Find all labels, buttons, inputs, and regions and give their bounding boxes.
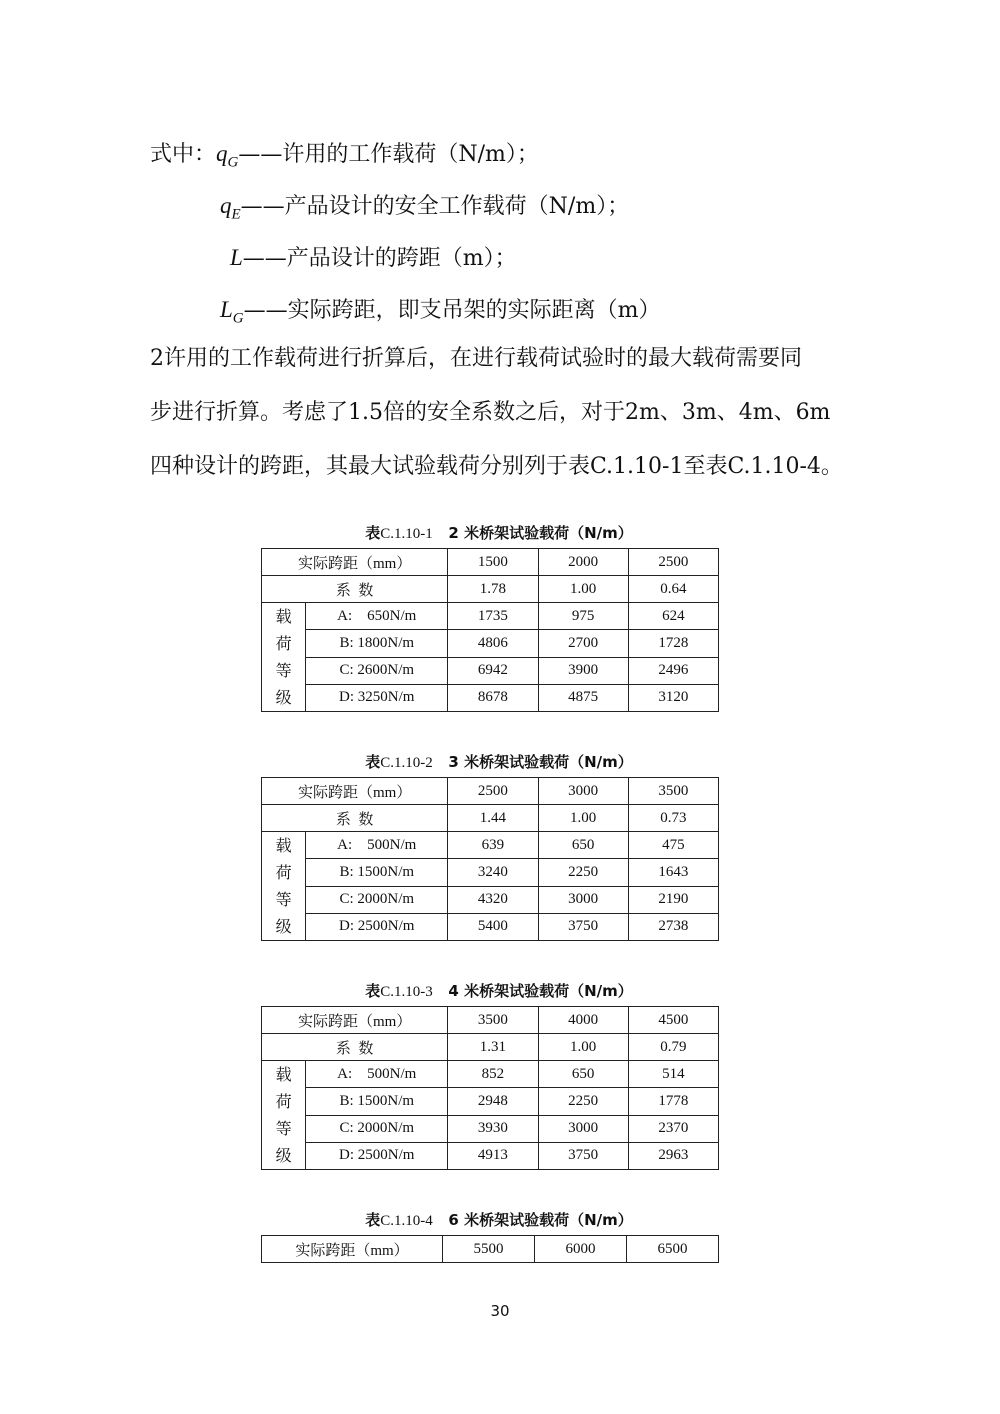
symbol: $q_E$ <box>220 193 241 223</box>
symbol-description: ——产品设计的安全工作载荷（N/m）； <box>240 194 630 219</box>
load-value: 514 <box>628 1061 718 1088</box>
load-value: 2250 <box>538 1088 628 1115</box>
symbol-description: ——许用的工作载荷（N/m）； <box>238 142 539 167</box>
load-value: 650 <box>538 832 628 859</box>
span-label: 实际跨距（mm） <box>262 549 448 576</box>
table-row <box>262 832 719 859</box>
load-value: 2738 <box>628 913 718 940</box>
page-number: 30 <box>490 1302 510 1320</box>
load-value: 2190 <box>628 886 718 913</box>
load-level: B: 1800N/m <box>306 630 448 657</box>
span-row <box>262 1007 719 1034</box>
coefficient-value: 0.64 <box>628 576 718 603</box>
load-value: 3930 <box>448 1115 538 1142</box>
load-table-4 <box>261 1205 721 1263</box>
paragraph-line: 2许用的工作载荷进行折算后，在进行载荷试验时的最大载荷需要同 <box>150 346 802 371</box>
table-row <box>262 859 719 886</box>
symbol-description: ——产品设计的跨距（m）； <box>242 246 517 271</box>
load-value: 975 <box>538 603 628 630</box>
load-value: 3000 <box>538 886 628 913</box>
coefficient-row <box>262 576 719 603</box>
definition-line <box>150 284 870 336</box>
coefficient-value: 0.73 <box>628 805 718 832</box>
load-table-3 <box>261 976 721 1170</box>
table-row <box>262 913 719 940</box>
span-value: 1500 <box>448 549 538 576</box>
table-row <box>262 1142 719 1169</box>
load-level: A: 500N/m <box>306 1061 448 1088</box>
definition-line <box>150 180 870 232</box>
load-level-group-label: 载 荷 等 级 <box>262 1061 306 1170</box>
coefficient-label: 系 数 <box>262 576 448 603</box>
span-label: 实际跨距（mm） <box>262 1007 448 1034</box>
load-level: D: 2500N/m <box>306 913 448 940</box>
load-level: A: 650N/m <box>306 603 448 630</box>
load-level: C: 2000N/m <box>306 886 448 913</box>
span-row <box>262 549 719 576</box>
span-value: 5500 <box>443 1236 535 1263</box>
span-label: 实际跨距（mm） <box>262 1236 443 1263</box>
span-row <box>262 1236 719 1263</box>
symbol: $q_G$ <box>216 141 239 171</box>
span-value: 4500 <box>628 1007 718 1034</box>
table-caption: 表C.1.10-1 2 米桥架试验载荷（N/m） <box>365 524 633 542</box>
load-table <box>261 1235 719 1263</box>
load-value: 5400 <box>448 913 538 940</box>
load-value: 2250 <box>538 859 628 886</box>
load-value: 1728 <box>628 630 718 657</box>
load-level-group-label: 载 荷 等 级 <box>262 832 306 941</box>
load-table-2 <box>261 747 721 941</box>
coefficient-label: 系 数 <box>262 805 448 832</box>
table-row <box>262 657 719 684</box>
load-level: D: 3250N/m <box>306 684 448 711</box>
symbol-description: ——实际跨距，即支吊架的实际距离（m） <box>243 298 661 323</box>
span-label: 实际跨距（mm） <box>262 778 448 805</box>
table-row <box>262 1088 719 1115</box>
table-row <box>262 630 719 657</box>
load-value: 3750 <box>538 913 628 940</box>
load-level-group-label: 载 荷 等 级 <box>262 603 306 712</box>
table-row <box>262 1115 719 1142</box>
coefficient-label: 系 数 <box>262 1034 448 1061</box>
load-level: A: 500N/m <box>306 832 448 859</box>
load-value: 639 <box>448 832 538 859</box>
load-value: 624 <box>628 603 718 630</box>
load-value: 1643 <box>628 859 718 886</box>
definition-line <box>150 232 870 284</box>
definition-line <box>150 128 870 180</box>
coefficient-row <box>262 805 719 832</box>
coefficient-value: 1.78 <box>448 576 538 603</box>
load-level: D: 2500N/m <box>306 1142 448 1169</box>
load-level: C: 2000N/m <box>306 1115 448 1142</box>
span-value: 3500 <box>628 778 718 805</box>
paragraph-line: 四种设计的跨距，其最大试验载荷分别列于表C.1.10-1至表C.1.10-4。 <box>150 454 843 479</box>
load-value: 2700 <box>538 630 628 657</box>
load-value: 4875 <box>538 684 628 711</box>
symbol: $L_G$ <box>220 297 244 327</box>
load-level: C: 2600N/m <box>306 657 448 684</box>
span-value: 6500 <box>627 1236 719 1263</box>
span-value: 2000 <box>538 549 628 576</box>
span-value: 3000 <box>538 778 628 805</box>
table-caption: 表C.1.10-3 4 米桥架试验载荷（N/m） <box>365 982 633 1000</box>
load-table <box>261 548 719 712</box>
symbol: L <box>230 245 243 270</box>
load-value: 3750 <box>538 1142 628 1169</box>
definition-intro: 式中： <box>150 142 217 167</box>
load-value: 650 <box>538 1061 628 1088</box>
load-level: B: 1500N/m <box>306 1088 448 1115</box>
body-paragraph <box>150 332 870 494</box>
load-value: 2963 <box>628 1142 718 1169</box>
load-value: 3120 <box>628 684 718 711</box>
coefficient-value: 1.00 <box>538 805 628 832</box>
span-value: 6000 <box>535 1236 627 1263</box>
load-level: B: 1500N/m <box>306 859 448 886</box>
load-value: 3000 <box>538 1115 628 1142</box>
coefficient-value: 1.00 <box>538 576 628 603</box>
table-caption: 表C.1.10-4 6 米桥架试验载荷（N/m） <box>365 1211 633 1229</box>
coefficient-value: 1.00 <box>538 1034 628 1061</box>
load-value: 2948 <box>448 1088 538 1115</box>
load-value: 6942 <box>448 657 538 684</box>
load-value: 3240 <box>448 859 538 886</box>
load-value: 4913 <box>448 1142 538 1169</box>
load-value: 4806 <box>448 630 538 657</box>
coefficient-value: 1.31 <box>448 1034 538 1061</box>
load-value: 4320 <box>448 886 538 913</box>
load-value: 2370 <box>628 1115 718 1142</box>
load-table <box>261 777 719 941</box>
span-value: 2500 <box>628 549 718 576</box>
load-value: 2496 <box>628 657 718 684</box>
span-value: 3500 <box>448 1007 538 1034</box>
load-value: 8678 <box>448 684 538 711</box>
table-row <box>262 1061 719 1088</box>
table-caption: 表C.1.10-2 3 米桥架试验载荷（N/m） <box>365 753 633 771</box>
span-row <box>262 778 719 805</box>
paragraph-line: 步进行折算。考虑了1.5倍的安全系数之后，对于2m、3m、4m、6m <box>150 400 831 425</box>
table-row <box>262 684 719 711</box>
load-value: 852 <box>448 1061 538 1088</box>
load-table-1 <box>261 518 721 712</box>
load-table <box>261 1006 719 1170</box>
coefficient-value: 0.79 <box>628 1034 718 1061</box>
load-value: 3900 <box>538 657 628 684</box>
load-value: 1735 <box>448 603 538 630</box>
load-value: 475 <box>628 832 718 859</box>
table-row <box>262 886 719 913</box>
table-row <box>262 603 719 630</box>
span-value: 4000 <box>538 1007 628 1034</box>
load-value: 1778 <box>628 1088 718 1115</box>
symbol-definitions <box>150 128 870 336</box>
span-value: 2500 <box>448 778 538 805</box>
coefficient-row <box>262 1034 719 1061</box>
coefficient-value: 1.44 <box>448 805 538 832</box>
